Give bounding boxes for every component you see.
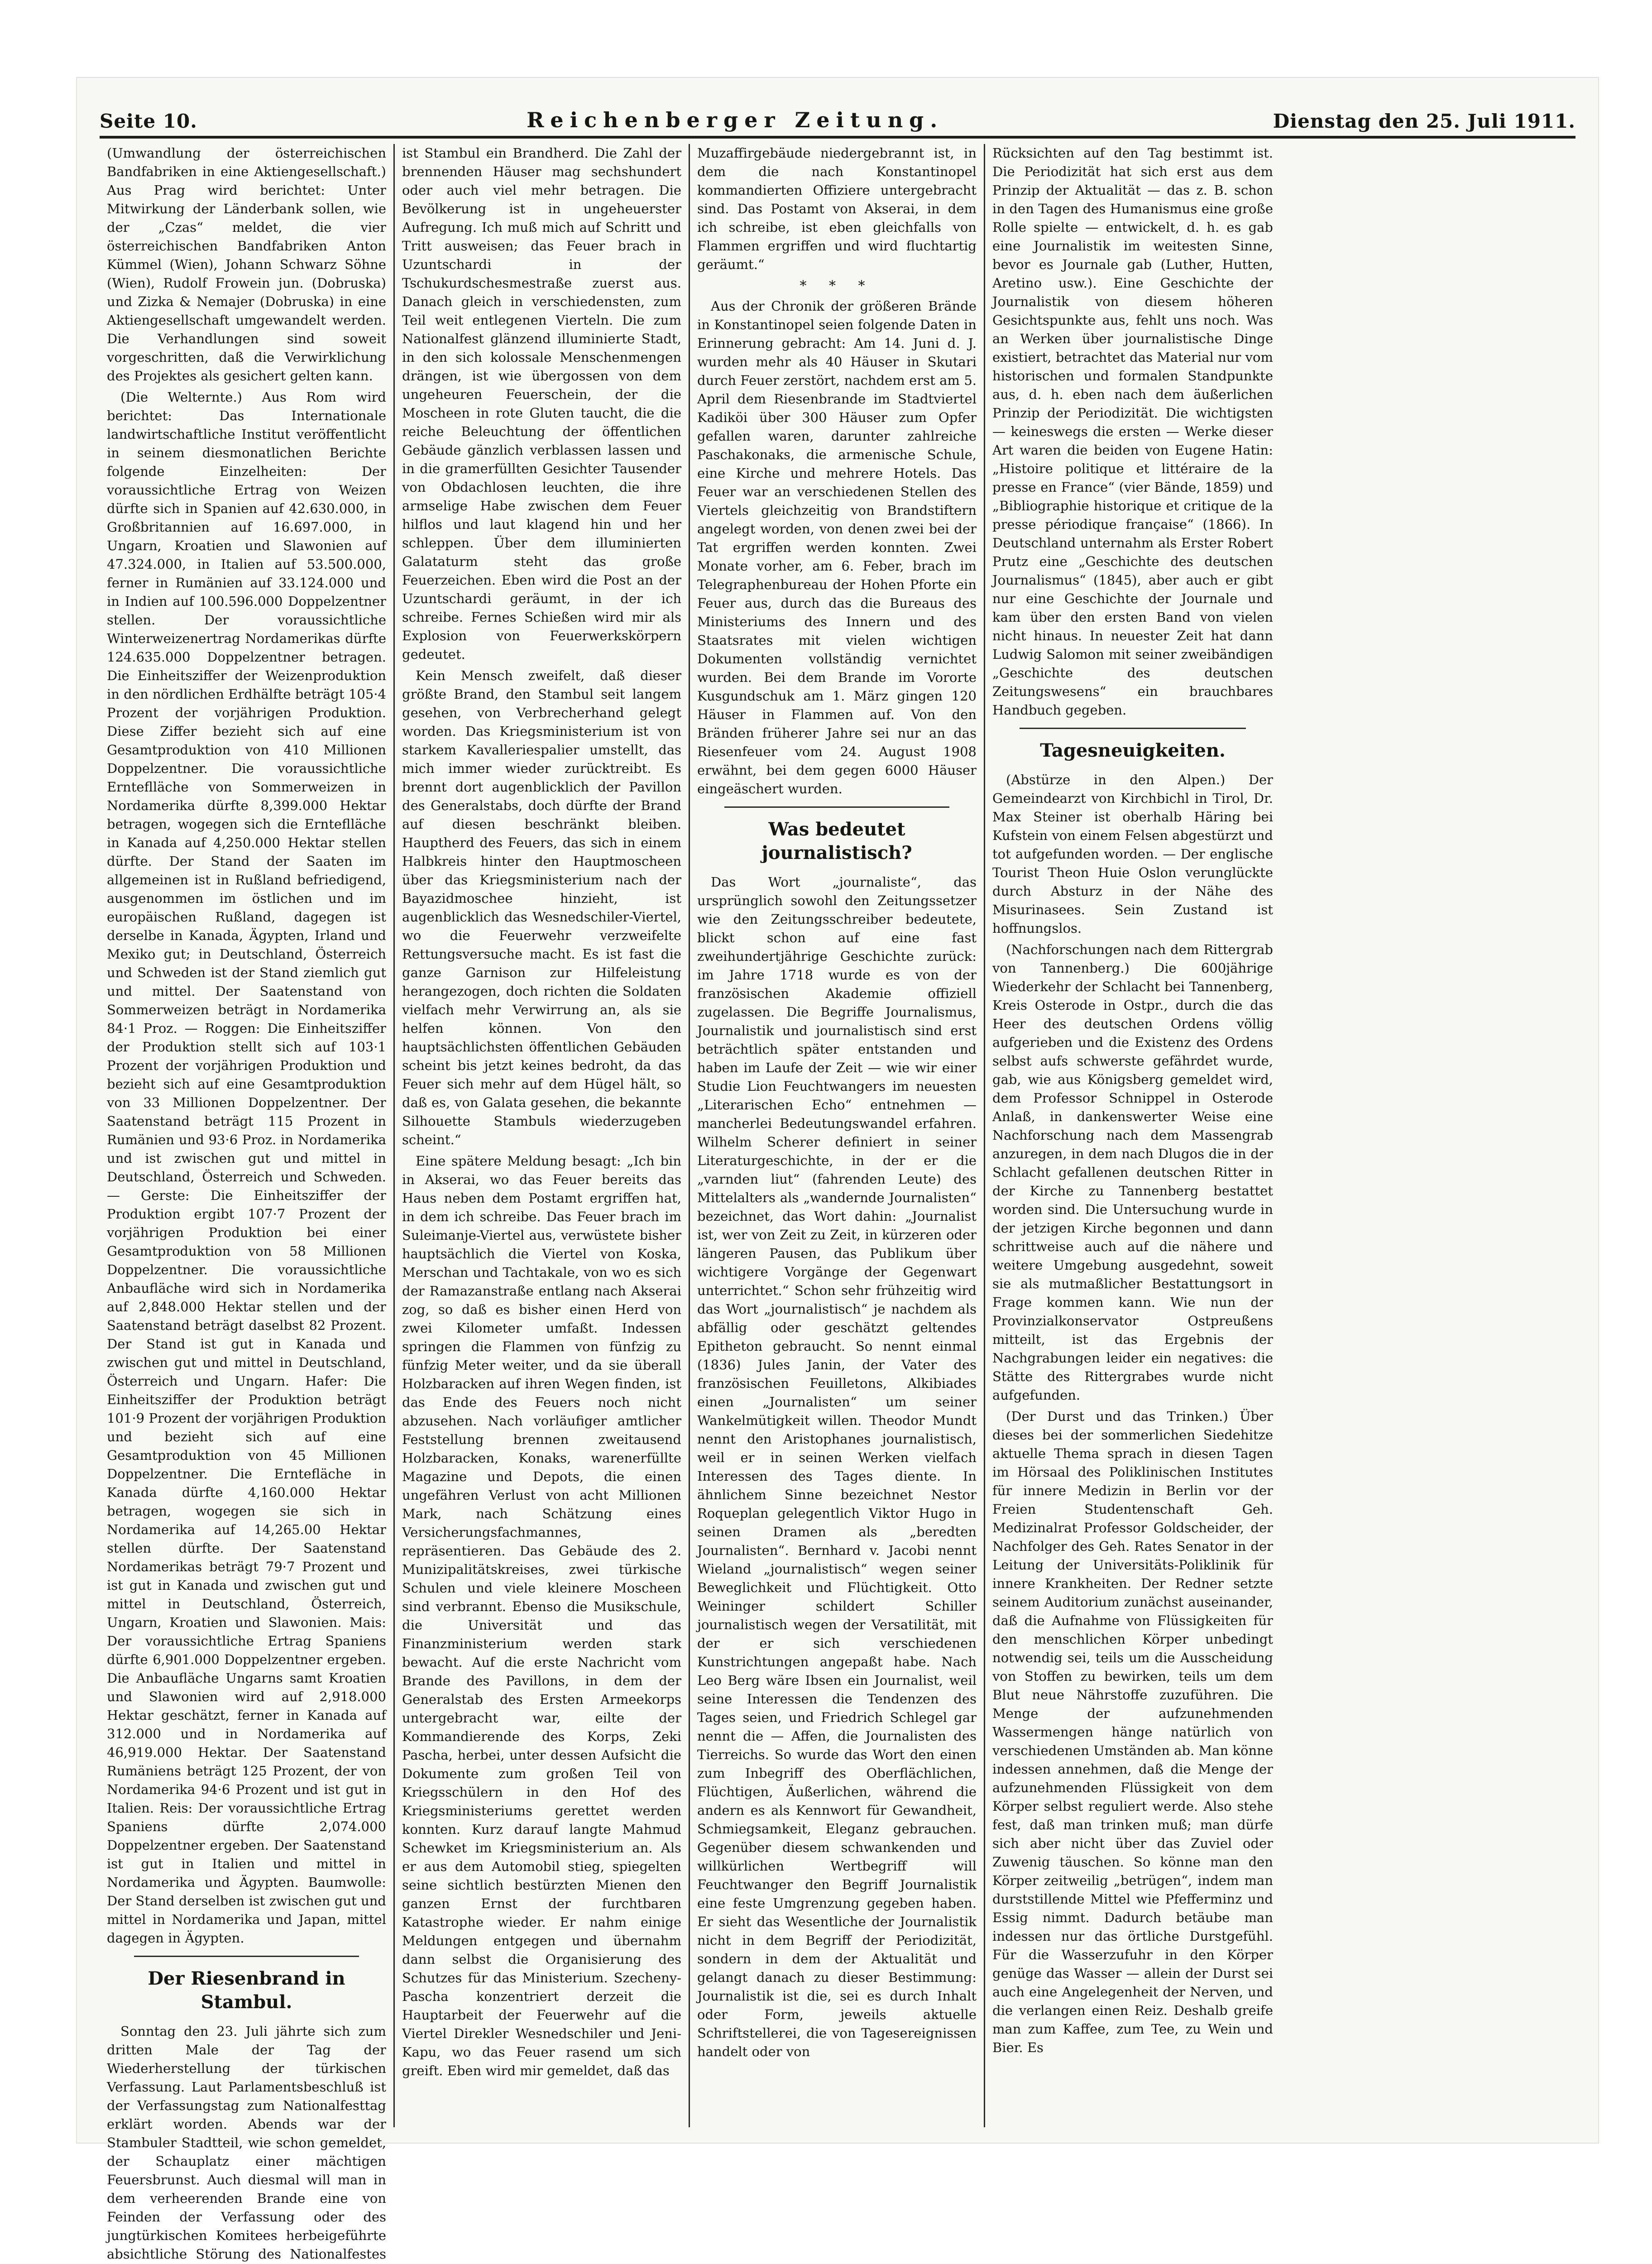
riesenbrand-continued: Muzaffirgebäude niedergebrannt ist, in dem die nach Konstantinopel kommandierten Offiziere untergebracht sind. Das Postamt von Akserai, in dem ich schreibe, ist eben gleichfalls von Flammen ergriffen und wird fluchtartig geräumt.“ [697,145,977,272]
column-2 [395,144,690,2127]
news-item-alpen: (Abstürze in den Alpen.) Der Gemeindearzt von Kirchbichl in Tirol, Dr. Max Steiner ist oberhalb Häring bei Kufstein von einem Felsen abgestürzt und tot aufgefunden worden. — Der englische Tourist Theon Huie Oslon verunglückte durch Absturz in der Nähe des Misurinasees. Sein Zustand ist hoffnungslos. [992,772,1273,936]
article-title-riesenbrand: Der Riesenbrand in Stambul. [148,1968,345,2013]
news-item-tannenberg: (Nachforschungen nach dem Rittergrab von Tannenberg.) Die 600jährige Wiederkehr der Schlacht bei Tannenberg, Kreis Osterode in Ostpr., durch die das Heer des deutschen Ordens völlig aufgerieben und die Existenz des Ordens selbst aufs schwerste gefährdet wurde, gab, wie aus Königsberg gemeldet wird, dem Professor Schnippel in Osterode Anlaß, in dankenswerter Weise eine Nachforschung nach dem Massengrab anzuregen, in dem nach Dlugos die in der Schlacht gefallenen deutschen Ritter in der Kirche zu Tannenberg bestattet worden sind. Die Untersuchung wurde in der jetzigen Kirche begonnen und dann schrittweise auch auf die nähere und weitere Umgebung ausgedehnt, soweit sie als mutmaßlicher Bestattungsort in Frage kommen kann. Wie nun der Provinzialkonservator Ostpreußens mitteilt, ist das Ergebnis der Nachgrabungen leider ein negatives: die Stätte des Rittergrabes wurde nicht aufgefunden. [992,942,1273,1403]
journalistisch-continued: Rücksichten auf den Tag bestimmt ist. Die Periodizität hat sich erst aus dem Prinzip der Aktualität — das z. B. schon in den Tagen des Humanismus eine große Rolle spielte — entwickelt, d. h. es gab eine Journalistik im weitesten Sinne, bevor es Journale gab (Luther, Hutten, Aretino usw.). Eine Geschichte der Journalistik von diesem höheren Gesichtspunkte aus, fehlt uns noch. Was an Werken über journalistische Dinge existiert, betrachtet das Material nur vom historischen und formalen Standpunkte aus, d. h. eben nach dem äußerlichen Prinzip der Periodizität. Die wichtigsten — keineswegs die ersten — Werke dieser Art waren die beiden von Eugene Hatin: „Histoire politique et littéraire de la presse en France“ (vier Bände, 1859) und „Bibliographie historique et critique de la presse périodique française“ (1866). In Deutschland unternahm als Erster Robert Prutz eine „Geschichte des deutschen Journalismus“ (1845), aber auch er gibt nur eine Geschichte der Journale und kam über den ersten Band von vielen nicht hinaus. In neuester Zeit hat dann Ludwig Salomon mit seiner zweibändigen „Geschichte des deutschen Zeitungswesens“ ein brauchbares Handbuch gegeben. [992,145,1273,718]
article-divider [1020,728,1246,729]
section-separator: * * * [800,278,874,294]
article-title-journalistisch: Was bedeutet journalistisch? [761,819,912,863]
riesenbrand-paragraph: Sonntag den 23. Juli jährte sich zum dritten Male der Tag der Wiederherstellung der türkischen Verfassung. Laut Parlamentsbeschluß ist der Verfassungstag zum Nationalfesttag erklärt worden. Abends war der Stambuler Stadtteil, wie schon gemeldet, der Schauplatz einer mächtigen Feuersbrunst. Auch diesmal will man in dem verheerenden Brande eine von Feinden der Verfassung oder des jungtürkischen Komitees herbeigeführte absichtliche Störung des Nationalfestes [107,2024,386,2262]
article-divider [724,806,949,808]
riesenbrand-continued: ist Stambul ein Brandherd. Die Zahl der brennenden Häuser mag sechshundert oder auch viel mehr betragen. Die Bevölkerung ist in ungeheuerster Aufregung. Ich muß mich auf Schritt und Tritt ausweisen; das Feuer brach in Uzuntschardi in der Tschukurdschesmestraße zuerst aus. Danach gleich in verschiedensten, zum Teil weit entlegenen Vierteln. Die zum Nationalfest glänzend illuminierte Stadt, in den sich kolossale Menschenmengen drängen, ist wie übergossen von dem ungeheuren Feuerschein, der die Moscheen in rote Gluten taucht, die die reiche Beleuchtung der öffentlichen Gebäude gänzlich verblassen lassen und in die gramerfüllten Gesichter Tausender von Obdachlosen leuchten, die ihre armselige Habe zwischen dem Feuer hilflos und laut klagend hin und her schleppen. Über dem illuminierten Galataturm steht das große Feuerzeichen. Eben wird die Post an der Uzuntschardi geräumt, in der ich schreibe. Fernes Schießen wird mir als Explosion von Feuerwerkskörpern gedeutet. [402,145,681,662]
newspaper-title: Reichenberger Zeitung. [527,108,944,132]
chronik-paragraph: Aus der Chronik der größeren Brände in Konstantinopel seien folgende Daten in Erinnerung gebracht: Am 14. Juni d. J. wurden mehr als 40 Häuser in Skutari durch Feuer zerstört, nachdem erst am 5. April dem Riesenbrande im Stadtviertel Kadiköi über 300 Häuser zum Opfer gefallen waren, darunter zahlreiche Paschakonaks, die armenische Schule, eine Kirche und mehrere Hotels. Das Feuer war an verschiedenen Stellen des Viertels gleichzeitig von Brandstiftern angelegt worden, von denen zwei bei der Tat ergriffen werden konnten. Zwei Monate vorher, am 6. Feber, brach im Telegraphenbureau der Hohen Pforte ein Feuer aus, durch das die Bureaus des Ministeriums des Innern und des Staatsrates mit vielen wichtigen Dokumenten vollständig vernichtet wurden. Bei dem Brande im Vororte Kusgundschuk am 1. März gingen 120 Häuser in Flammen auf. Von den Bränden früherer Jahre sei nur an das Riesenfeuer vom 24. August 1908 erwähnt, bei dem gegen 6000 Häuser eingeäschert wurden. [697,298,977,796]
columns [100,144,1575,2262]
section-title-tagesneuigkeiten: Tagesneuigkeiten. [1040,740,1226,761]
article-divider [134,1956,359,1957]
riesenbrand-paragraph: Eine spätere Meldung besagt: „Ich bin in Akserai, wo das Feuer bereits das Haus neben dem Postamt ergriffen hat, in dem ich schreibe. Das Feuer brach im Suleimanje-Viertel aus, verwüstete bisher hauptsächlich die Viertel von Koska, Merschan und Tachtakale, von wo es sich der Ramazanstraße entlang nach Akserai zog, so daß es bisher einen Herd von zwei Kilometer umfaßt. Indessen springen die Flammen von fünfzig zu fünfzig Meter weiter, und da sie überall Holzbaracken auf ihren Wegen finden, ist das Ende des Feuers noch nicht abzusehen. Nach vorläufiger amtlicher Feststellung brennen zweitausend Holzbaracken, Konaks, warenerfüllte Magazine und Depots, die einen ungefähren Verlust von acht Millionen Mark, nach Schätzung eines Versicherungsfachmannes, repräsentieren. Das Gebäude des 2. Munizipalitätskreises, zwei türkische Schulen und viele kleinere Moscheen sind verbrannt. Ebenso die Musikschule, die Universität und das Finanzministerium werden stark bewacht. Auf die erste Nachricht vom Brande des Pavillons, in dem der Generalstab des Ersten Armeekorps untergebracht war, eilte der Kommandierende des Korps, Zeki Pascha, herbei, unter dessen Aufsicht die Dokumente zum großen Teil von Kriegsschülern in den Hof des Kriegsministeriums gerettet werden konnten. Kurz darauf langte Mahmud Schewket im Kriegsministerium an. Als er aus dem Automobil stieg, spiegelten seine sichtlich bestürzten Mienen den ganzen Ernst der furchtbaren Katastrophe wieder. Er nahm einige Meldungen entgegen und übernahm dann selbst die Organisierung des Schutzes für das Ministerium. Szecheny-Pascha konzentriert derzeit die Hauptarbeit der Feuerwehr auf die Viertel Direkler Wesnedschiler und Jeni-Kapu, wo das Feuer rasend um sich greift. Eben wird mir gemeldet, daß das [402,1153,681,2078]
column-3 [690,144,985,2127]
column-4 [985,144,1280,2127]
newspaper-page [76,77,1599,2262]
issue-date: Dienstag den 25. Juli 1911. [1273,110,1575,132]
header-rule [100,136,1575,139]
page-header [100,87,1575,132]
riesenbrand-paragraph: Kein Mensch zweifelt, daß dieser größte Brand, den Stambul seit langem gesehen, von Verbrecherhand gelegt worden. Das Kriegsministerium ist von starkem Kavalleriespalier umstellt, das mich immer wieder zurücktreibt. Es brennt dort augenblicklich der Pavillon des Generalstabs, doch dürfte der Brand auf diesen beschränkt bleiben. Hauptherd des Feuers, das sich in einem Halbkreis hinter den Hauptmoscheen über das Kriegsministerium nach der Bayazidmoschee hinzieht, ist augenblicklich das Wesnedschiler-Viertel, wo die Feuerwehr verzweifelte Rettungsversuche macht. Es ist fast die ganze Garnison zur Hilfeleistung herangezogen, doch richten die Soldaten vielfach mehr Verwirrung an, als sie helfen können. Von den hauptsächlichsten öffentlichen Gebäuden scheint bis jetzt keines bedroht, da das Feuer sich mehr auf dem Hügel hält, so daß es, von Galata gesehen, die bekannte Silhouette Stambuls wiederzugeben scheint.“ [402,668,681,1147]
article-welternte: (Die Welternte.) Aus Rom wird berichtet: Das Internationale landwirtschaftliche Institut veröffentlicht in seinem diesmonatlichen Berichte folgende Einzelheiten: Der voraussichtliche Ertrag von Weizen dürfte sich in Spanien auf 42.630.000, in Großbritannien auf 16.697.000, in Ungarn, Kroatien und Slawonien auf 47.324.000, in Italien auf 53.500.000, ferner in Rumänien auf 33.124.000 und in Indien auf 100.596.000 Doppelzentner stellen. Der voraussichtliche Winterweizenertrag Nordamerikas dürfte 124.635.000 Doppelzentner betragen. Die Einheitsziffer der Weizenproduktion in den nördlichen Erdhälfte beträgt 105·4 Prozent der vorjährigen Produktion. Diese Ziffer bezieht sich auf eine Gesamtproduktion von 410 Millionen Doppelzentner. Die voraussichtliche Ernteflläche von Sommerweizen in Nordamerika dürfte 8,399.000 Hektar betragen, wogegen sich die Ernteflläche in Kanada auf 4,250.000 Hektar stellen dürfte. Der Stand der Saaten im allgemeinen ist in Rußland befriedigend, ausgenommen im östlichen und im europäischen Rußland, dagegen ist derselbe in Kanada, Ägypten, Irland und Mexiko gut; in Deutschland, Österreich und Schweden ist der Stand ziemlich gut und mittel. Der Saatenstand von Sommerweizen beträgt in Nordamerika 84·1 Proz. — Roggen: Die Einheitsziffer der Produktion stellt sich auf 103·1 Prozent der vorjährigen Produktion und bezieht sich auf eine Gesamtproduktion von 33 Millionen Doppelzentner. Der Saatenstand beträgt 115 Prozent in Rumänien und 93·6 Proz. in Nordamerika und ist zwischen gut und mittel in Deutschland, Österreich und Schweden. — Gerste: Die Einheitsziffer der Produktion ergibt 107·7 Prozent der vorjährigen Produktion bei einer Gesamtproduktion von 58 Millionen Doppelzentner. Die voraussichtliche Anbaufläche wird sich in Nordamerika auf 2,848.000 Hektar stellen und der Saatenstand beträgt daselbst 82 Prozent. Der Stand ist gut in Kanada und zwischen gut und mittel in Deutschland, Österreich und Ungarn. Hafer: Die Einheitsziffer der Produktion beträgt 101·9 Prozent der vorjährigen Produktion und bezieht sich auf eine Gesamtproduktion von 45 Millionen Doppelzentner. Die Erntefläche in Kanada dürfte 4,160.000 Hektar betragen, wogegen sie sich in Nordamerika auf 14,265.00 Hektar stellen dürfte. Der Saatenstand Nordamerikas beträgt 79·7 Prozent und ist gut in Kanada und zwischen gut und mittel in Deutschland, Österreich, Ungarn, Kroatien und Slawonien. Mais: Der voraussichtliche Ertrag Spaniens dürfte 6,901.000 Doppelzentner ergeben. Die Anbaufläche Ungarns samt Kroatien und Slawonien wird auf 2,918.000 Hektar geschätzt, ferner in Kanada auf 312.000 und in Nordamerika auf 46,919.000 Hektar. Der Saatenstand Rumäniens beträgt 125 Prozent, der von Nordamerika 94·6 Prozent und ist gut in Italien. Reis: Der voraussichtliche Ertrag Spaniens dürfte 2,074.000 Doppelzentner ergeben. Der Saatenstand ist gut in Italien und mittel in Nordamerika und Ägypten. Baumwolle: Der Stand derselben ist zwischen gut und mittel in Nordamerika und Japan, mittel dagegen in Ägypten. [107,389,386,1946]
article-bandfabriken: (Umwandlung der österreichischen Bandfabriken in eine Aktiengesellschaft.) Aus Prag wird berichtet: Unter Mitwirkung der Länderbank sollen, wie der „Czas“ meldet, die vier österreichischen Bandfabriken Anton Kümmel (Wien), Johann Schwarz Söhne (Wien), Rudolf Frowein jun. (Dobruska) und Zizka & Nemajer (Dobruska) in eine Aktiengesellschaft umgewandelt werden. Die Verhandlungen sind soweit vorgeschritten, daß die Verwirklichung des Projektes als gesichert gelten kann. [107,145,386,384]
column-1 [100,144,395,2262]
page-number: Seite 10. [100,110,197,132]
journalistisch-paragraph: Das Wort „journaliste“, das ursprünglich sowohl den Zeitungssetzer wie den Zeitungsschreiber bedeutete, blickt schon auf eine fast zweihundertjährige Geschichte zurück: im Jahre 1718 wurde es von der französischen Akademie offiziell zugelassen. Die Begriffe Journalismus, Journalistik und journalistisch sind erst beträchtlich später entstanden und haben im Laufe der Zeit — wie wir einer Studie Lion Feuchtwangers im neuesten „Literarischen Echo“ entnehmen — mancherlei Bedeutungswandel erfahren. Wilhelm Scherer definiert in seiner Literaturgeschichte, in der er die „varnden liut“ (fahrenden Leute) des Mittelalters als „wandernde Journalisten“ bezeichnet, das Wort dahin: „Journalist ist, wer von Zeit zu Zeit, in kürzeren oder längeren Pausen, das Publikum über wichtigere Vorgänge der Gegenwart unterrichtet.“ Schon sehr frühzeitig wird das Wort „journalistisch“ je nachdem als abfällig oder geschätzt geltendes Epitheton gebraucht. So nennt einmal (1836) Jules Janin, der Vater des französischen Feuilletons, Alkibiades einen „Journalisten“ um seiner Wankelmütigkeit willen. Theodor Mundt nennt den Aristophanes journalistisch, weil er in seinen Werken vielfach Interessen des Tages diente. In ähnlichem Sinne bezeichnet Nestor Roqueplan gelegentlich Viktor Hugo in seinen Dramen als „beredten Journalisten“. Bernhard v. Jacobi nennt Wieland „journalistisch“ wegen seiner Beweglichkeit und Flüchtigkeit. Otto Weininger schildert Schiller journalistisch wegen der Versatilität, mit der er sich verschiedenen Kunstrichtungen angepaßt habe. Nach Leo Berg wäre Ibsen ein Journalist, weil seine Interessen die Tendenzen des Tages seien, und Friedrich Schlegel gar nennt die — Affen, die Journalisten des Tierreichs. So wurde das Wort den einen zum Inbegriff des Oberflächlichen, Flüchtigen, Äußerlichen, während die andern es als Kennwort für Gewandheit, Schmiegsamkeit, Eleganz gebrauchen. Gegenüber diesem schwankenden und willkürlichen Wertbegriff will Feuchtwanger den Begriff Journalistik eine feste Umgrenzung gegeben haben. Er sieht das Wesentliche der Journalistik nicht in dem Begriff der Periodizität, sondern in dem der Aktualität und gelangt danach zu dieser Bestimmung: Journalistik ist die, sei es durch Inhalt oder Form, jeweils aktuelle Schriftstellerei, die von Tagesereignissen handelt oder von [697,874,977,2059]
news-item-durst: (Der Durst und das Trinken.) Über dieses bei der sommerlichen Siedehitze aktuelle Thema sprach in diesen Tagen im Hörsaal des Poliklinischen Institutes für innere Medizin in Berlin vor der Freien Studentenschaft Geh. Medizinalrat Professor Goldscheider, der Nachfolger des Geh. Rates Senator in der Leitung der Universitäts-Poliklinik für innere Krankheiten. Der Redner setzte seinem Auditorium zunächst auseinander, daß die Aufnahme von Flüssigkeiten für den menschlichen Körper unbedingt notwendig sei, teils um die Ausscheidung von Stoffen zu bewirken, teils um dem Blut neue Nährstoffe zuzuführen. Die Menge der aufzunehmenden Wassermengen hänge natürlich von verschiedenen Umständen ab. Man könne indessen annehmen, daß die Menge der aufzunehmenden Flüssigkeit von dem Körper selbst reguliert werde. Also stehe fest, daß man trinken muß; man dürfe sich aber nicht über das Zuviel oder Zuwenig täuschen. So könne man den Körper zeitweilig „betrügen“, indem man durststillende Mittel wie Pfefferminz und Essig nimmt. Dadurch betäube man indessen nur das örtliche Durstgefühl. Für die Wasserzufuhr in den Körper genüge das Wasser — allein der Durst sei auch eine Angelegenheit der Nerven, und die verlangen einen Reiz. Deshalb greife man zum Kaffee, zum Tee, zu Wein und Bier. Es [992,1409,1273,2055]
